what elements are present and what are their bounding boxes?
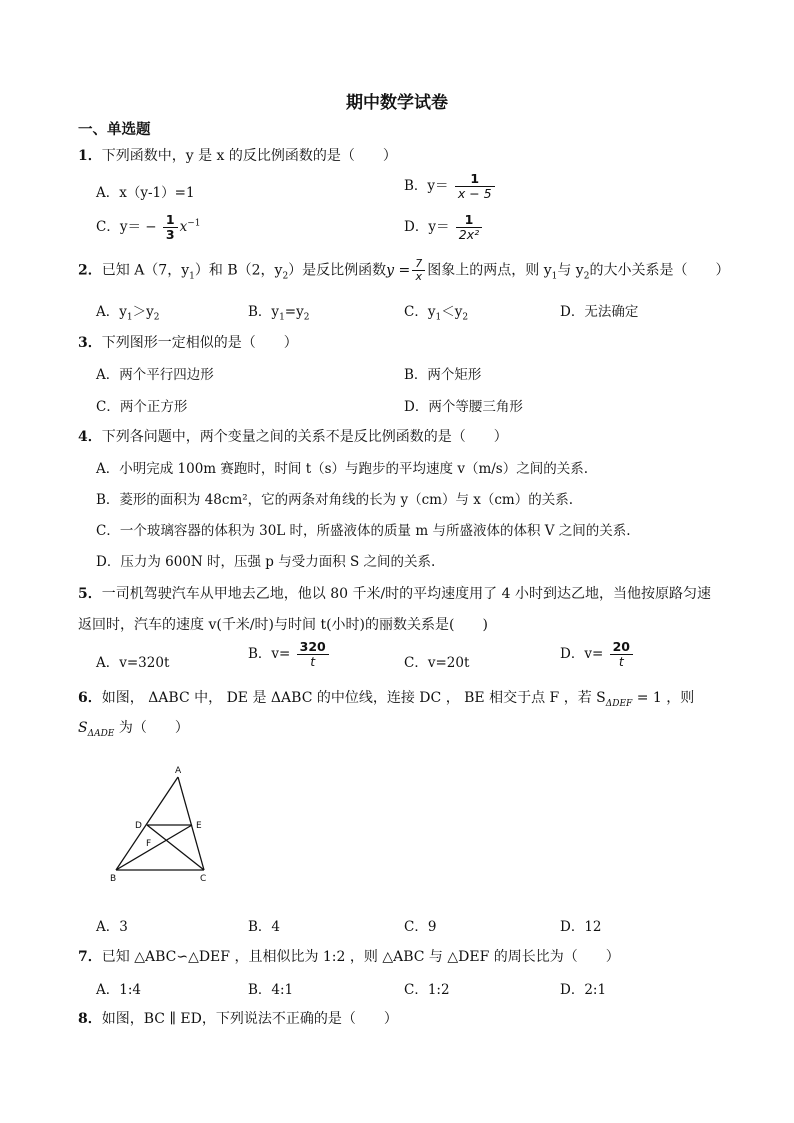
question-text: = 1 ，则 [632,690,695,706]
q4-option-b: B．菱形的面积为 48cm²，它的两条对角线的长为 y（cm）与 x（cm）的关系. [96,492,574,508]
question-number: 1． [78,148,102,164]
fraction-numerator: 20 [610,640,633,655]
question-number: 7． [78,949,102,965]
q1-option-c [96,213,200,242]
q7-option-d: D．2:1 [560,982,607,998]
q6-option-b: B．4 [248,919,281,935]
q2-option-c [404,300,468,323]
fraction-numerator: 320 [297,640,329,655]
fraction-denominator: x − 5 [457,185,492,201]
subscript: ΔADE [87,728,115,739]
q2-option-d: D．无法确定 [560,304,639,320]
question-text: 图象上的两点，则 y [427,262,552,279]
subscript: 1 [126,312,133,323]
question-text: 已知 △ABC∽△DEF ，且相似比为 1:2 ，则 △ABC 与 △DEF 的周长比为（ ） [101,949,620,965]
q6-option-c: C．9 [404,919,437,935]
question-5-stem-line1 [78,583,711,603]
question-text: 如图， ΔABC 中， DE 是 ΔABC 的中位线，连接 DC ， BE 相交于点 F ，若 S [101,690,606,706]
segment-be [116,825,192,870]
option-label: C．y [404,304,436,320]
option-label: B．v= [248,645,291,662]
fraction-numerator: 1 [455,172,495,187]
question-number: 3． [78,335,102,351]
fraction-denominator: x [415,270,423,284]
question-1-stem [78,145,397,165]
triangle-figure [100,760,220,890]
subscript: 2 [303,312,310,323]
question-6-stem-line2 [78,717,189,739]
subscript: 1 [279,312,285,323]
subscript: ΔDEF [605,698,633,709]
q3-option-b: B．两个矩形 [404,367,482,383]
option-label: D．y＝ [404,218,450,235]
option-label: D．v= [560,645,604,662]
question-text: ）和 B（2，y [194,262,283,279]
question-number: 2． [78,262,102,279]
variable: x [179,218,188,235]
q1-option-d [404,213,484,242]
q5-option-b [248,640,331,669]
fraction [412,258,425,283]
option-label: B．y＝ [404,177,449,194]
math-symbol: S [78,720,88,736]
question-number: 6． [78,690,102,706]
section-heading: 一、单选题 [78,121,151,138]
question-text: 已知 A（7，y [101,262,190,279]
fraction-numerator: 7 [412,258,425,271]
question-3-stem [78,332,298,352]
question-text: 下列各问题中，两个变量之间的关系不是反比例函数的是（ ） [101,429,508,445]
question-text: 如图，BC ∥ ED，下列说法不正确的是（ ） [101,1011,398,1027]
question-text: 一司机驾驶汽车从甲地去乙地，他以 80 千米/时的平均速度用了 4 小时到达乙地，当他按原路匀速 [101,586,711,602]
q3-option-c: C．两个正方形 [96,399,188,415]
q1-option-b [404,172,497,201]
fraction-denominator: 2x² [458,226,480,242]
fraction [163,213,178,242]
q6-option-d: D．12 [560,919,602,935]
q5-option-c: C．v=20t [404,655,470,671]
q7-option-c: C．1:2 [404,982,450,998]
fraction [297,640,329,669]
question-text: 的大小关系是（ ） [589,262,730,279]
subscript: 2 [282,271,289,282]
fraction-denominator: t [618,653,624,669]
option-text: ＞y [132,304,154,320]
q7-option-a: A．1:4 [96,982,141,998]
subscript: 2 [583,271,590,282]
q5-option-d [560,640,635,669]
q7-option-b: B．4:1 [248,982,294,998]
page-title: 期中数学试卷 [346,93,448,113]
fraction-denominator: t [310,653,316,669]
q5-option-a: A．v=320t [96,655,170,671]
q6-option-a: A．3 [96,919,128,935]
option-label: A．y [96,304,127,320]
q4-option-a: A．小明完成 100m 赛跑时，时间 t（s）与跑步的平均速度 v（m/s）之间的关系. [96,461,589,477]
q1-option-a: A．x（y-1）=1 [96,185,195,201]
option-text: =y [284,304,304,320]
question-8-stem [78,1008,398,1028]
question-number: 4． [78,429,102,445]
question-text: 与 y [557,262,584,279]
fraction [610,640,633,669]
vertex-label-f: F [146,839,152,849]
fraction [456,213,482,242]
q3-option-a: A．两个平行四边形 [96,367,214,383]
option-label: C．y＝ − [96,218,157,235]
edge-ab [116,777,178,870]
vertex-label-a: A [175,766,182,776]
question-text: ）是反比例函数 [288,262,387,279]
fraction-numerator: 1 [163,213,178,228]
exponent: −1 [187,218,201,229]
option-text: ＜y [441,304,463,320]
question-6-stem-line1 [78,687,694,709]
question-number: 8． [78,1011,102,1027]
question-number: 5． [78,586,102,602]
math-expression: y = [386,262,411,279]
option-label: B．y [248,304,280,320]
fraction-numerator: 1 [456,213,482,228]
subscript: 1 [551,271,558,282]
q4-option-d: D．压力为 600N 时，压强 p 与受力面积 S 之间的关系. [96,554,436,570]
question-text: 为（ ） [114,720,189,736]
q2-option-b [248,300,309,323]
question-4-stem [78,426,508,446]
subscript: 1 [189,271,195,282]
question-2-stem [78,258,729,283]
fraction-denominator: 3 [165,226,175,242]
question-7-stem [78,946,620,966]
question-text: 下列图形一定相似的是（ ） [101,335,298,351]
subscript: 1 [435,312,442,323]
question-5-stem-line2: 返回时，汽车的速度 v(千米/时)与时间 t(小时)的丽数关系是( ) [78,617,488,633]
subscript: 2 [462,312,469,323]
q3-option-d: D．两个等腰三角形 [404,399,523,415]
subscript: 2 [153,312,160,323]
vertex-label-e: E [196,821,202,831]
fraction [455,172,495,201]
segment-dc [147,825,204,870]
vertex-label-b: B [110,874,117,884]
vertex-label-d: D [135,821,142,831]
q4-option-c: C．一个玻璃容器的体积为 30L 时，所盛液体的质量 m 与所盛液体的体积 V 之间的关系. [96,523,631,539]
q2-option-a [96,300,160,323]
question-text: 下列函数中，y 是 x 的反比例函数的是（ ） [101,148,397,164]
vertex-label-c: C [200,874,207,884]
